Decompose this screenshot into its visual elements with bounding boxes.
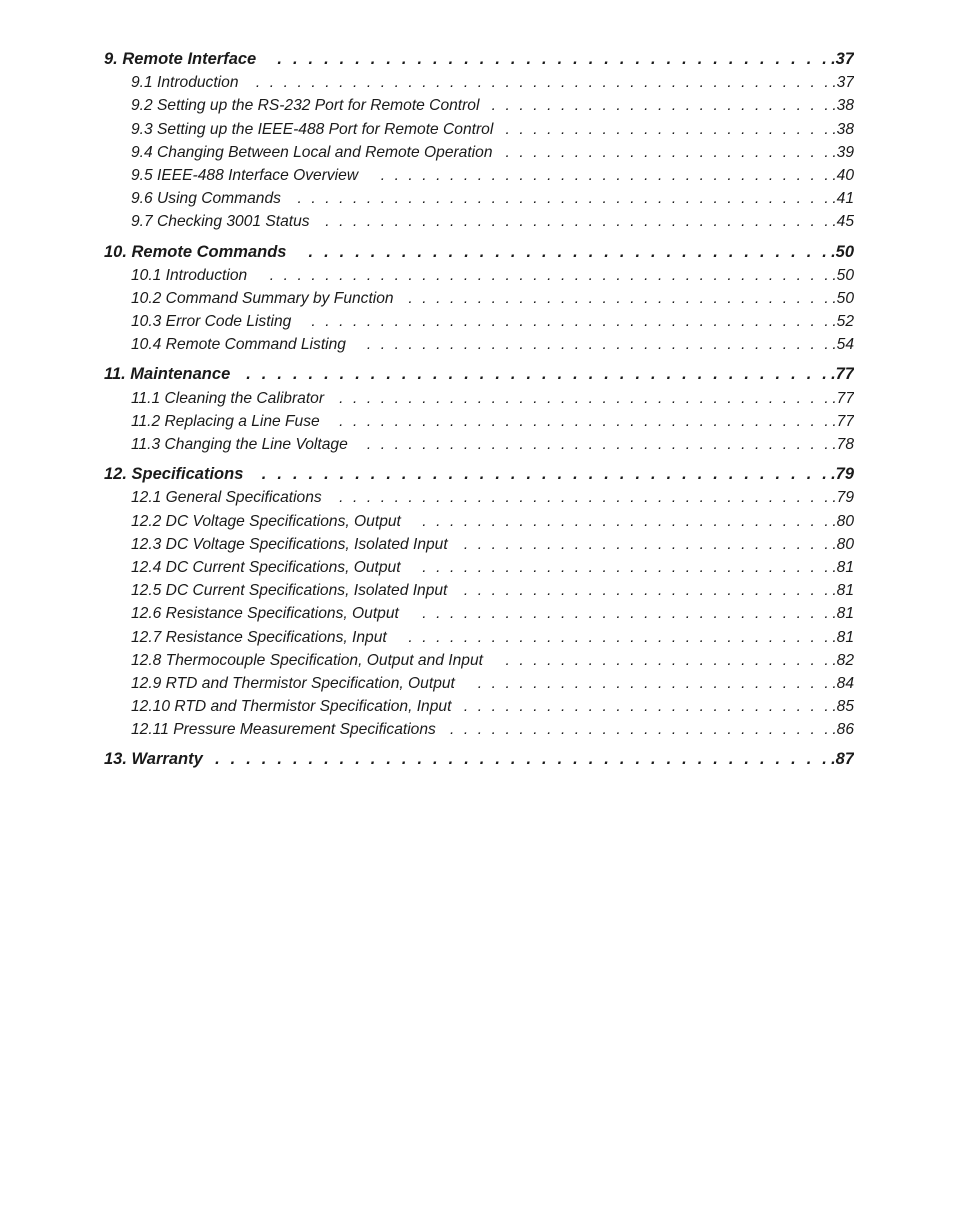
- toc-entry[interactable]: [104, 210, 854, 233]
- toc-page-number: .85: [832, 698, 854, 716]
- toc-entry[interactable]: [104, 310, 854, 333]
- toc-entry[interactable]: [104, 141, 854, 164]
- toc-page-number: .81: [832, 558, 854, 576]
- toc-entry[interactable]: [104, 94, 854, 117]
- toc-entry-title: 12.3 DC Voltage Specifications, Isolated Input: [131, 535, 448, 553]
- dot-leader: [406, 287, 832, 310]
- dot-leader: [463, 695, 831, 718]
- toc-page-number: .45: [832, 213, 854, 231]
- dot-leader: [251, 71, 832, 94]
- toc-entry-title: 12.9 RTD and Thermistor Specification, Output: [131, 674, 455, 692]
- dot-leader: [467, 672, 831, 695]
- dot-leader: [215, 748, 830, 771]
- toc-chapter-entry[interactable]: [104, 363, 854, 386]
- toc-chapter-title: 11. Maintenance: [104, 365, 231, 384]
- dot-leader: [322, 210, 832, 233]
- toc-entry-title: 12.5 DC Current Specifications, Isolated Input: [131, 582, 448, 600]
- toc-entry[interactable]: [104, 333, 854, 356]
- toc-page-number: .40: [832, 166, 854, 184]
- toc-page-number: .82: [832, 651, 854, 669]
- toc-entry-title: 12.6 Resistance Specifications, Output: [131, 605, 399, 623]
- toc-chapter-title: 10. Remote Commands: [104, 242, 287, 261]
- toc-entry[interactable]: [104, 486, 854, 509]
- dot-leader: [259, 264, 831, 287]
- dot-leader: [360, 433, 832, 456]
- table-of-contents: [104, 48, 854, 779]
- toc-entry[interactable]: [104, 695, 854, 718]
- toc-entry-title: 9.5 IEEE-488 Interface Overview: [131, 166, 359, 184]
- toc-chapter-title: 9. Remote Interface: [104, 50, 257, 68]
- toc-entry[interactable]: [104, 433, 854, 456]
- toc-page-number: .78: [832, 436, 854, 453]
- toc-page-number: .77: [831, 365, 854, 384]
- toc-page-number: .41: [832, 190, 854, 208]
- toc-entry[interactable]: [104, 510, 854, 533]
- dot-leader: [411, 602, 831, 625]
- toc-entry[interactable]: [104, 387, 854, 410]
- toc-entry[interactable]: [104, 71, 854, 94]
- toc-chapter-title: 12. Specifications: [104, 465, 244, 484]
- dot-leader: [298, 241, 830, 264]
- toc-page-number: .87: [831, 750, 854, 769]
- toc-page-number: .77: [832, 412, 854, 430]
- dot-leader: [358, 333, 831, 356]
- toc-entry-title: 9.2 Setting up the RS-232 Port for Remote Control: [131, 97, 480, 115]
- toc-entry[interactable]: [104, 287, 854, 310]
- toc-section: [104, 363, 854, 456]
- toc-page-number: .81: [832, 628, 854, 646]
- toc-entry-title: 10.1 Introduction: [131, 266, 248, 284]
- dot-leader: [370, 164, 831, 187]
- dot-leader: [460, 533, 832, 556]
- dot-leader: [336, 387, 831, 410]
- dot-leader: [448, 718, 832, 741]
- toc-entry-title: 12.11 Pressure Measurement Specifications: [131, 721, 436, 739]
- toc-page-number: .38: [832, 97, 854, 115]
- toc-page-number: .79: [831, 465, 854, 484]
- dot-leader: [413, 556, 832, 579]
- toc-entry-title: 10.2 Command Summary by Function: [131, 289, 394, 307]
- toc-page-number: .50: [831, 242, 854, 261]
- toc-entry[interactable]: [104, 264, 854, 287]
- toc-entry-title: 12.7 Resistance Specifications, Input: [131, 628, 387, 646]
- toc-entry-title: 11.3 Changing the Line Voltage: [131, 436, 348, 453]
- dot-leader: [268, 48, 830, 71]
- toc-chapter-entry[interactable]: [104, 48, 854, 71]
- toc-entry-title: 11.1 Cleaning the Calibrator: [131, 389, 325, 407]
- toc-entry-title: 10.4 Remote Command Listing: [131, 336, 346, 354]
- toc-chapter-entry[interactable]: [104, 748, 854, 771]
- dot-leader: [413, 510, 831, 533]
- toc-page-number: .84: [832, 674, 854, 692]
- toc-entry[interactable]: [104, 718, 854, 741]
- toc-entry-title: 12.4 DC Current Specifications, Output: [131, 558, 401, 576]
- dot-leader: [505, 118, 831, 141]
- dot-leader: [242, 363, 830, 386]
- toc-chapter-entry[interactable]: [104, 241, 854, 264]
- dot-leader: [255, 463, 830, 486]
- dot-leader: [303, 310, 831, 333]
- toc-section: [104, 748, 854, 771]
- dot-leader: [505, 141, 832, 164]
- toc-page-number: .38: [832, 120, 854, 138]
- toc-entry-title: 12.1 General Specifications: [131, 489, 322, 507]
- toc-entry-title: 9.4 Changing Between Local and Remote Operation: [131, 143, 493, 161]
- toc-chapter-title: 13. Warranty: [104, 750, 203, 769]
- toc-entry-title: 11.2 Replacing a Line Fuse: [131, 412, 320, 430]
- toc-entry-title: 12.8 Thermocouple Specification, Output and Input: [131, 651, 483, 669]
- toc-page-number: .80: [832, 535, 854, 553]
- toc-page-number: .77: [832, 389, 854, 407]
- dot-leader: [332, 410, 832, 433]
- toc-page-number: .81: [832, 605, 854, 623]
- toc-page-number: .52: [832, 313, 854, 331]
- toc-page-number: .50: [832, 289, 854, 307]
- toc-entry[interactable]: [104, 410, 854, 433]
- toc-entry[interactable]: [104, 187, 854, 210]
- toc-section: [104, 48, 854, 234]
- toc-entry-title: 12.2 DC Voltage Specifications, Output: [131, 512, 401, 530]
- toc-page-number: .50: [832, 266, 854, 284]
- dot-leader: [293, 187, 831, 210]
- toc-page-number: .39: [832, 143, 854, 161]
- toc-entry[interactable]: [104, 626, 854, 649]
- toc-page-number: .80: [832, 512, 854, 530]
- toc-entry[interactable]: [104, 579, 854, 602]
- dot-leader: [399, 626, 832, 649]
- dot-leader: [459, 579, 831, 602]
- toc-page-number: .81: [832, 582, 854, 600]
- toc-entry[interactable]: [104, 533, 854, 556]
- toc-entry[interactable]: [104, 118, 854, 141]
- toc-page-number: .37: [831, 50, 854, 68]
- toc-entry-title: 9.6 Using Commands: [131, 190, 281, 208]
- toc-chapter-entry[interactable]: [104, 463, 854, 486]
- toc-entry[interactable]: [104, 672, 854, 695]
- dot-leader: [491, 94, 831, 117]
- toc-entry-title: 9.1 Introduction: [131, 74, 239, 92]
- toc-entry[interactable]: [104, 556, 854, 579]
- toc-page-number: .54: [832, 336, 854, 354]
- toc-entry-title: 10.3 Error Code Listing: [131, 313, 292, 331]
- toc-entry-title: 9.3 Setting up the IEEE-488 Port for Remote Control: [131, 120, 494, 138]
- toc-entry-title: 12.10 RTD and Thermistor Specification, Input: [131, 698, 452, 716]
- toc-entry[interactable]: [104, 602, 854, 625]
- toc-entry-title: 9.7 Checking 3001 Status: [131, 213, 310, 231]
- toc-entry[interactable]: [104, 649, 854, 672]
- toc-section: [104, 463, 854, 741]
- dot-leader: [334, 486, 832, 509]
- toc-page-number: .79: [832, 489, 854, 507]
- toc-page-number: .37: [832, 74, 854, 92]
- toc-page-number: .86: [832, 721, 854, 739]
- toc-section: [104, 241, 854, 357]
- dot-leader: [495, 649, 831, 672]
- toc-entry[interactable]: [104, 164, 854, 187]
